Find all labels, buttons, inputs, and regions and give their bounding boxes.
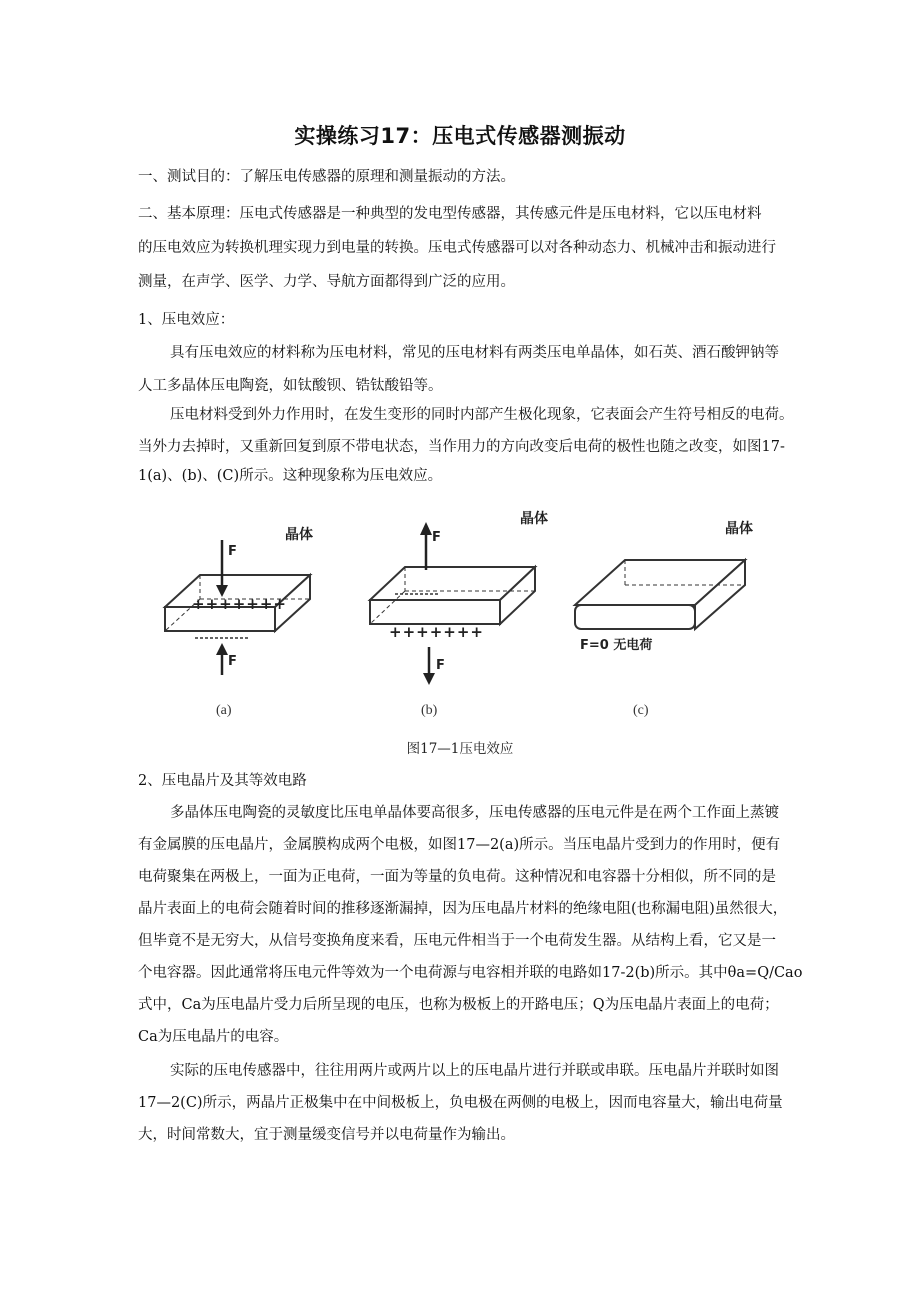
para-line: Ca为压电晶片的电容。 bbox=[138, 1029, 289, 1045]
crystal-c bbox=[575, 560, 745, 629]
para-line: 多晶体压电陶瓷的灵敏度比压电单晶体要高很多，压电传感器的压电元件是在两个工作面上蒸镀 bbox=[170, 805, 779, 821]
para-line: 具有压电效应的材料称为压电材料，常见的压电材料有两类压电单晶体，如石英、酒石酸钾钠等 bbox=[170, 345, 779, 361]
piezo-effect-diagram bbox=[140, 505, 780, 720]
subfigure-label-a: (a) bbox=[216, 703, 232, 718]
para-line: 式中，Ca为压电晶片受力后所呈现的电压，也称为极板上的开路电压；Q为压电晶片表面上的电荷； bbox=[138, 997, 779, 1013]
subfigure-label-b: (b) bbox=[421, 703, 438, 718]
para-line: 1(a)、(b)、(C)所示。这种现象称为压电效应。 bbox=[138, 468, 443, 484]
crystal-label: 晶体 bbox=[725, 521, 753, 537]
positive-charges: +++++++ bbox=[192, 595, 287, 613]
subfigure-label-c: (c) bbox=[633, 703, 649, 718]
para-line: 当外力去掉时，又重新回复到原不带电状态，当作用力的方向改变后电荷的极性也随之改变，如图17- bbox=[138, 439, 785, 455]
principle-line: 测量，在声学、医学、力学、导航方面都得到广泛的应用。 bbox=[138, 274, 515, 290]
force-arrow-up-icon bbox=[420, 522, 432, 570]
positive-charges: +++++++ bbox=[389, 623, 484, 641]
section2-heading: 2、压电晶片及其等效电路 bbox=[138, 773, 307, 789]
crystal-label: 晶体 bbox=[520, 511, 548, 527]
para-line: 晶片表面上的电荷会随着时间的推移逐渐漏掉，因为压电晶片材料的绝缘电阻(也称漏电阻)虽然很大， bbox=[138, 901, 788, 917]
para-line: 压电材料受到外力作用时，在发生变形的同时内部产生极化现象，它表面会产生符号相反的电荷。 bbox=[170, 407, 794, 423]
para-line: 电荷聚集在两极上，一面为正电荷，一面为等量的负电荷。这种情况和电容器十分相似，所不同的是 bbox=[138, 869, 776, 885]
force-arrow-down-icon bbox=[216, 540, 228, 597]
force-label: F bbox=[432, 530, 441, 545]
piezo-effect-figure bbox=[140, 505, 780, 720]
force-label: F bbox=[228, 654, 237, 669]
crystal-b bbox=[370, 567, 535, 624]
no-charge-label: F=0 无电荷 bbox=[580, 638, 653, 653]
para-line: 17—2(C)所示，两晶片正极集中在中间极板上，负电极在两侧的电极上，因而电容量大，输出电荷量 bbox=[138, 1095, 783, 1111]
para-line: 有金属膜的压电晶片，金属膜构成两个电极，如图17—2(a)所示。当压电晶片受到力的作用时，便有 bbox=[138, 837, 781, 853]
force-label: F bbox=[436, 658, 445, 673]
para-line: 人工多晶体压电陶瓷，如钛酸钡、锆钛酸铅等。 bbox=[138, 378, 443, 394]
para-line: 实际的压电传感器中，往往用两片或两片以上的压电晶片进行并联或串联。压电晶片并联时如图 bbox=[170, 1063, 779, 1079]
para-line: 个电容器。因此通常将压电元件等效为一个电荷源与电容相并联的电路如17-2(b)所示。其中θa=Q/Cao bbox=[138, 965, 803, 981]
force-arrow-up-icon bbox=[216, 643, 228, 675]
force-label: F bbox=[228, 544, 237, 559]
crystal-label: 晶体 bbox=[285, 527, 313, 543]
para-line: 但毕竟不是无穷大，从信号变换角度来看，压电元件相当于一个电荷发生器。从结构上看，它又是一 bbox=[138, 933, 776, 949]
force-arrow-down-icon bbox=[423, 647, 435, 685]
page-title: 实操练习17：压电式传感器测振动 bbox=[294, 124, 626, 148]
para-line: 大，时间常数大，宜于测量缓变信号并以电荷量作为输出。 bbox=[138, 1127, 515, 1143]
principle-line: 二、基本原理：压电式传感器是一种典型的发电型传感器，其传感元件是压电材料，它以压电材料 bbox=[138, 206, 762, 222]
figure-caption: 图17—1压电效应 bbox=[406, 741, 514, 757]
principle-line: 的压电效应为转换机理实现力到电量的转换。压电式传感器可以对各种动态力、机械冲击和振动进行 bbox=[138, 240, 776, 256]
test-purpose: 一、测试目的：了解压电传感器的原理和测量振动的方法。 bbox=[138, 169, 515, 185]
section1-heading: 1、压电效应： bbox=[138, 312, 235, 328]
